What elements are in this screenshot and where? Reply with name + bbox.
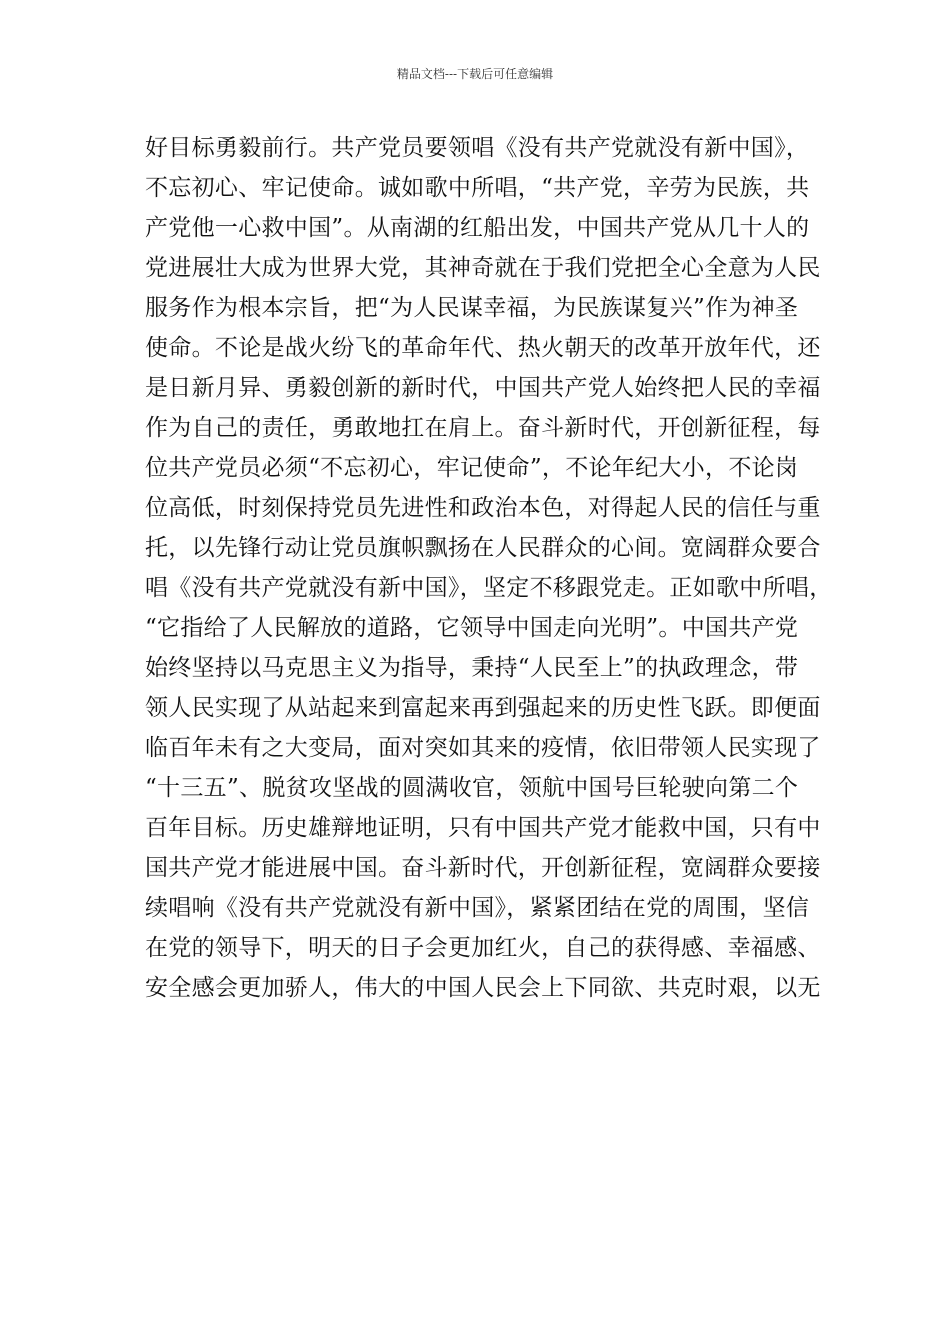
body-text — [145, 128, 833, 1008]
text-line: 在党的领导下，明天的日子会更加红火，自己的获得感、幸福感、 — [145, 935, 821, 961]
text-line: 产党他一心救中国”。从南湖的红船出发，中国共产党从几十人的 — [145, 215, 810, 241]
text-line: 服务作为根本宗旨，把“为人民谋幸福，为民族谋复兴”作为神圣 — [145, 295, 799, 321]
text-line: 不忘初心、牢记使命。诚如歌中所唱，“共产党，辛劳为民族，共 — [145, 175, 810, 201]
text-line: 续唱响《没有共产党就没有新中国》，紧紧团结在党的周围，坚信 — [145, 895, 810, 921]
text-line: 托，以先锋行动让党员旗帜飘扬在人民群众的心间。宽阔群众要合 — [145, 535, 821, 561]
text-line: 始终坚持以马克思主义为指导，秉持“人民至上”的执政理念，带 — [145, 655, 799, 681]
text-line: 党进展壮大成为世界大党，其神奇就在于我们党把全心全意为人民 — [145, 255, 821, 281]
text-line: 好目标勇毅前行。共产党员要领唱《没有共产党就没有新中国》， — [145, 135, 810, 161]
text-line: “它指给了人民解放的道路，它领导中国走向光明”。中国共产党 — [145, 615, 799, 641]
text-line: 作为自己的责任，勇敢地扛在肩上。奋斗新时代，开创新征程，每 — [145, 415, 821, 441]
text-line: 是日新月异、勇毅创新的新时代，中国共产党人始终把人民的幸福 — [145, 375, 821, 401]
text-line: 安全感会更加骄人，伟大的中国人民会上下同欲、共克时艰，以无 — [145, 975, 821, 1001]
text-line: 领人民实现了从站起来到富起来再到强起来的历史性飞跃。即便面 — [145, 695, 821, 721]
text-line: 临百年未有之大变局，面对突如其来的疫情，依旧带领人民实现了 — [145, 735, 821, 761]
text-line: 使命。不论是战火纷飞的革命年代、热火朝天的改革开放年代，还 — [145, 335, 821, 361]
text-line: 位高低，时刻保持党员先进性和政治本色，对得起人民的信任与重 — [145, 495, 821, 521]
text-line: 唱《没有共产党就没有新中国》，坚定不移跟党走。正如歌中所唱， — [145, 575, 833, 601]
text-line: 国共产党才能进展中国。奋斗新时代，开创新征程，宽阔群众要接 — [145, 855, 821, 881]
text-line: 百年目标。历史雄辩地证明，只有中国共产党才能救中国，只有中 — [145, 815, 821, 841]
text-line: “十三五”、脱贫攻坚战的圆满收官，领航中国号巨轮驶向第二个 — [145, 775, 799, 801]
text-line: 位共产党员必须“不忘初心，牢记使命”，不论年纪大小，不论岗 — [145, 455, 799, 481]
page-header: 精品文档---下载后可任意编辑 — [396, 67, 554, 81]
